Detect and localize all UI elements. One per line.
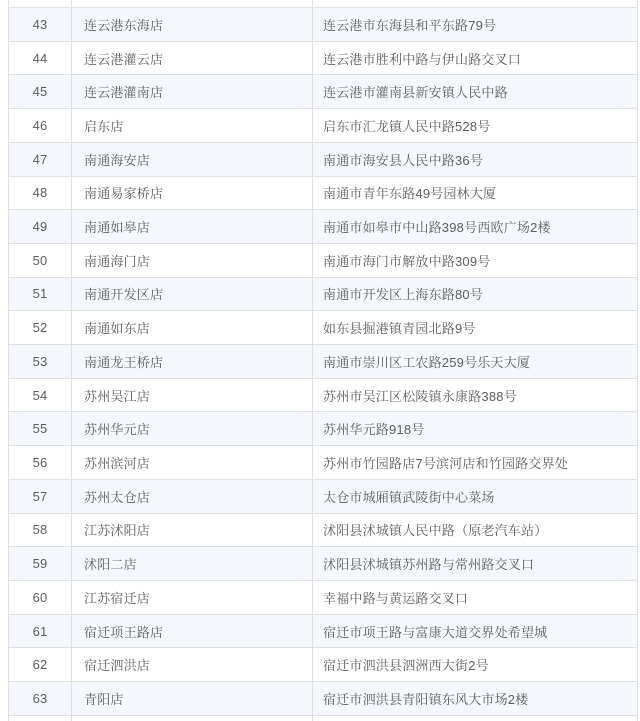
store-address-cell: 南通市崇川区工农路259号乐天大厦 <box>323 354 531 370</box>
store-address-cell: 南通市海安县人民中路36号 <box>323 152 484 168</box>
table-row <box>9 210 637 244</box>
store-name-cell: 沭阳二店 <box>72 547 313 580</box>
store-name-cell: 南通如东店 <box>72 311 313 344</box>
row-number-cell: 56 <box>9 446 72 479</box>
store-address-cell: 南通市青年东路49号园林大厦 <box>323 186 497 202</box>
row-number-cell: 50 <box>9 244 72 277</box>
row-number-cell: 58 <box>9 514 72 547</box>
store-name-cell: 南通海门店 <box>72 244 313 277</box>
row-number-cell: 59 <box>9 547 72 580</box>
store-address-cell: 南通市如皋市中山路398号西欧广场2楼 <box>323 220 551 236</box>
row-number-cell: 61 <box>9 615 72 648</box>
store-address-cell: 连云港市东海县和平东路79号 <box>323 17 497 33</box>
table-row <box>9 412 637 446</box>
row-number-cell: 45 <box>9 75 72 108</box>
store-name-cell: 苏州吴江店 <box>72 379 313 412</box>
row-number-cell: 48 <box>9 177 72 210</box>
store-address-cell: 宿迁市泗洪县青阳镇东风大市场2楼 <box>323 691 529 707</box>
store-address-cell: 启东市汇龙镇人民中路528号 <box>323 118 491 134</box>
row-number-cell <box>9 0 72 7</box>
store-name-cell <box>72 0 313 7</box>
store-address-cell: 苏州市吴江区松陵镇永康路388号 <box>323 388 517 404</box>
row-number-cell: 54 <box>9 379 72 412</box>
table-row <box>9 379 637 413</box>
store-address-cell <box>313 0 637 7</box>
store-address-cell: 太仓市城厢镇武陵街中心菜场 <box>323 489 495 505</box>
table-row <box>9 682 637 716</box>
store-address-cell: 宿迁市项王路与富康大道交界处希望城 <box>323 624 548 640</box>
store-name-cell: 江苏宿迁店 <box>72 581 313 614</box>
store-address-cell: 幸福中路与黄运路交叉口 <box>323 590 469 606</box>
store-name-cell: 连云港灌云店 <box>72 42 313 75</box>
row-number-cell: 43 <box>9 8 72 41</box>
table-row-partial <box>9 716 637 721</box>
store-name-cell: 江苏沭阳店 <box>72 514 313 547</box>
store-address-cell: 连云港市胜利中路与伊山路交叉口 <box>323 51 522 67</box>
table-row <box>9 311 637 345</box>
store-name-cell: 苏州滨河店 <box>72 446 313 479</box>
store-name-cell: 南通开发区店 <box>72 278 313 311</box>
table-row <box>9 75 637 109</box>
row-number-cell: 57 <box>9 480 72 513</box>
table-row <box>9 446 637 480</box>
store-address-cell: 宿迁市泗洪县泗洲西大街2号 <box>323 658 489 674</box>
row-number-cell: 46 <box>9 109 72 142</box>
store-name-cell: 连云港灌南店 <box>72 75 313 108</box>
store-name-cell: 青阳店 <box>72 682 313 715</box>
store-name-cell: 南通海安店 <box>72 143 313 176</box>
table-row <box>9 278 637 312</box>
store-name-cell: 连云港东海店 <box>72 8 313 41</box>
table-row <box>9 547 637 581</box>
row-number-cell: 49 <box>9 210 72 243</box>
store-name-cell: 苏州华元店 <box>72 412 313 445</box>
store-address-cell: 连云港市灌南县新安镇人民中路 <box>323 85 508 101</box>
row-number-cell: 63 <box>9 682 72 715</box>
store-name-cell: 苏州太仓店 <box>72 480 313 513</box>
row-number-cell: 55 <box>9 412 72 445</box>
store-name-cell: 南通如皋店 <box>72 210 313 243</box>
store-name-cell <box>72 716 313 721</box>
row-number-cell: 52 <box>9 311 72 344</box>
store-name-cell: 宿迁项王路店 <box>72 615 313 648</box>
table-row <box>9 8 637 42</box>
store-address-cell: 苏州华元路918号 <box>323 422 425 438</box>
store-name-cell: 启东店 <box>72 109 313 142</box>
table-row <box>9 109 637 143</box>
row-number-cell: 60 <box>9 581 72 614</box>
table-row <box>9 42 637 76</box>
row-number-cell <box>9 716 72 721</box>
row-number-cell: 51 <box>9 278 72 311</box>
store-address-cell <box>313 716 637 721</box>
table-row <box>9 648 637 682</box>
table-row <box>9 480 637 514</box>
store-address-cell: 苏州市竹园路店7号滨河店和竹园路交界处 <box>323 456 569 471</box>
store-address-cell: 南通市开发区上海东路80号 <box>323 287 484 303</box>
store-address-cell: 如东县掘港镇青园北路9号 <box>323 321 476 337</box>
table-row <box>9 244 637 278</box>
table-row <box>9 177 637 211</box>
table-row <box>9 345 637 379</box>
row-number-cell: 47 <box>9 143 72 176</box>
store-address-cell: 南通市海门市解放中路309号 <box>323 253 491 269</box>
table-row <box>9 143 637 177</box>
table-row-partial <box>9 0 637 8</box>
row-number-cell: 62 <box>9 648 72 681</box>
row-number-cell: 44 <box>9 42 72 75</box>
store-address-cell: 沭阳县沭城镇人民中路（原老汽车站） <box>323 523 548 539</box>
table-row <box>9 581 637 615</box>
store-table <box>8 0 638 721</box>
table-row <box>9 615 637 649</box>
table-row <box>9 514 637 548</box>
store-name-cell: 宿迁泗洪店 <box>72 648 313 681</box>
row-number-cell: 53 <box>9 345 72 378</box>
store-address-cell: 沭阳县沭城镇苏州路与常州路交叉口 <box>323 557 535 573</box>
store-name-cell: 南通易家桥店 <box>72 177 313 210</box>
store-name-cell: 南通龙王桥店 <box>72 345 313 378</box>
